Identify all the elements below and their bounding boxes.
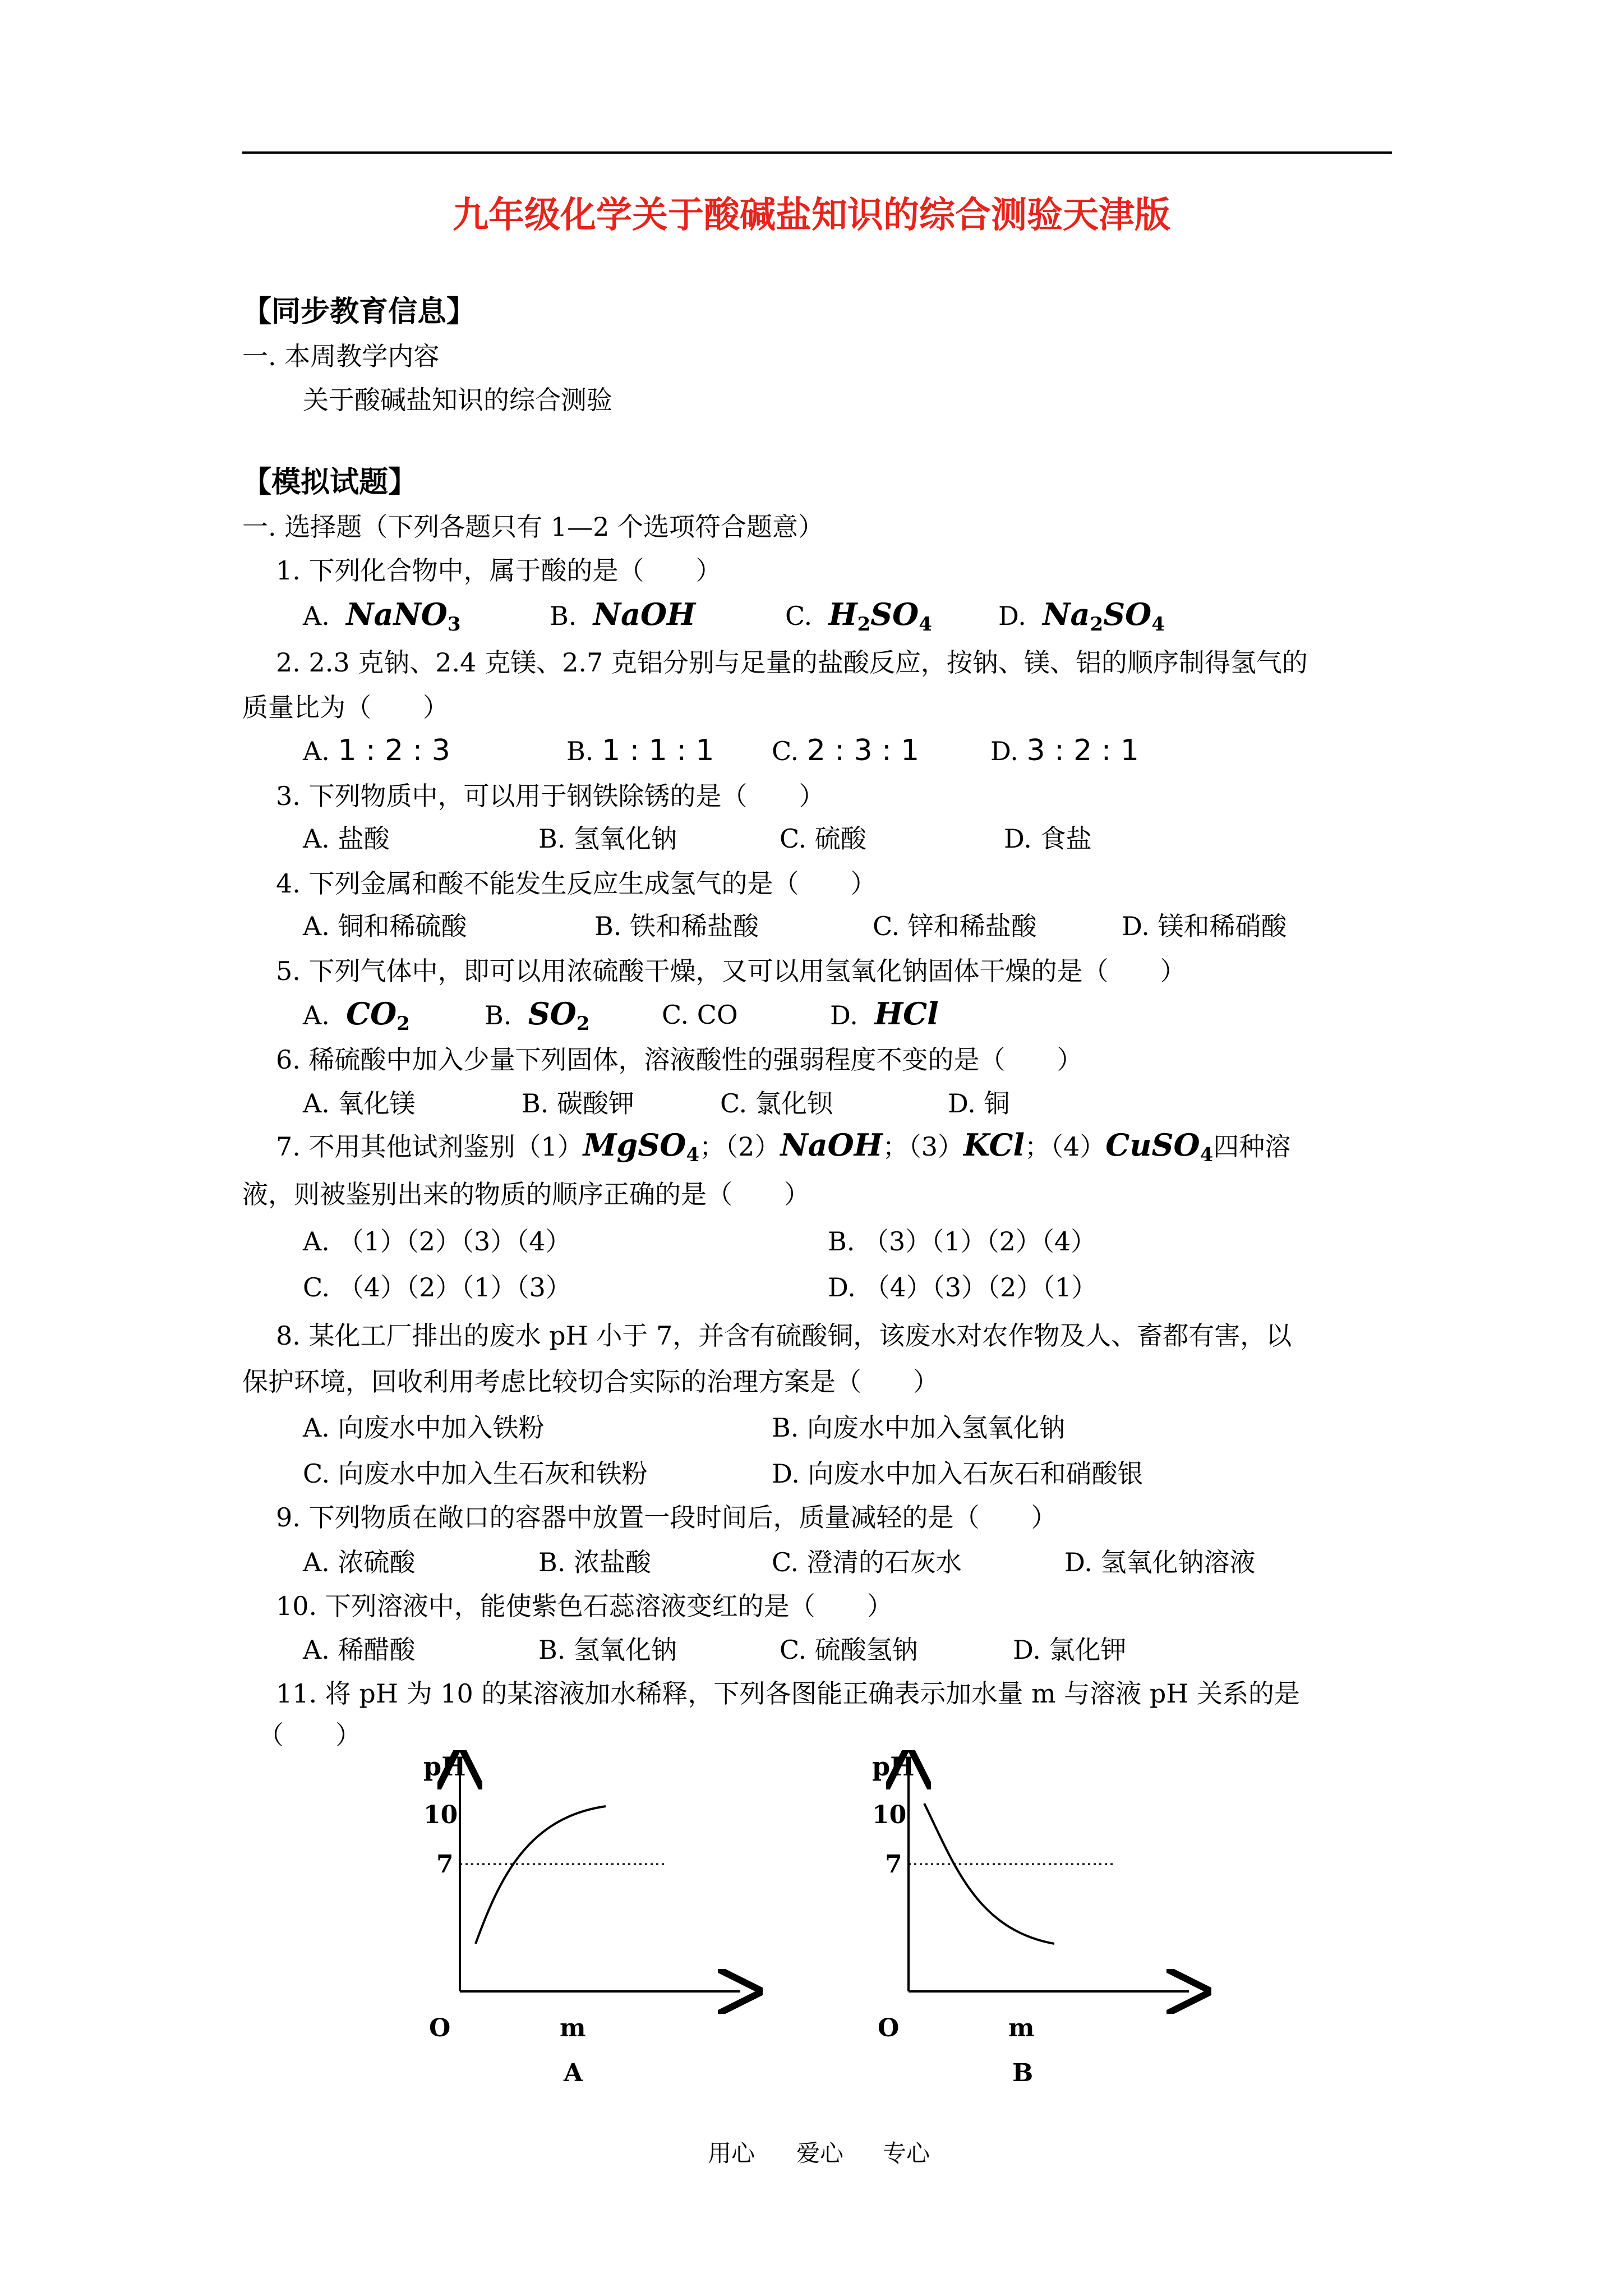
q6-option-c: C. 氯化钡 bbox=[720, 1088, 833, 1119]
formula-naoh: NaOH bbox=[593, 596, 696, 632]
q4-option-b: B. 铁和稀盐酸 bbox=[594, 911, 759, 941]
test-heading: 【模拟试题】 bbox=[242, 465, 418, 499]
q6-option-b: B. 碳酸钾 bbox=[522, 1088, 635, 1119]
formula-cuso4: CuSO$_4$ bbox=[1105, 1127, 1214, 1166]
header-rule bbox=[242, 151, 1392, 154]
q2-option-a: A. 1 : 2 : 3 bbox=[303, 734, 450, 767]
q4-option-a: A. 铜和稀硫酸 bbox=[303, 911, 467, 941]
page-title: 九年级化学关于酸碱盐知识的综合测验天津版 bbox=[453, 194, 1170, 236]
formula-h2so4: $H_2SO_4$ bbox=[828, 596, 932, 636]
q8-option-b: B. 向废水中加入氢氧化钠 bbox=[772, 1412, 1066, 1443]
q5-option-c: C. CO bbox=[662, 1000, 738, 1030]
q7-option-c: C. （4）（2）（1）（3） bbox=[303, 1272, 571, 1303]
q2-option-b: B. 1 : 1 : 1 bbox=[566, 734, 714, 767]
q1-option-d: D. $Na_2SO_4$ bbox=[998, 596, 1165, 636]
chart-b-ytick-10: 10 bbox=[872, 1801, 907, 1829]
chart-a-ylabel: pH bbox=[423, 1751, 466, 1782]
chart-b-xlabel: m bbox=[1008, 2014, 1035, 2042]
chart-b-curve bbox=[924, 1803, 1054, 1944]
q1-option-b: B. NaOH bbox=[550, 596, 696, 632]
formula-so2: $SO_2$ bbox=[528, 996, 590, 1035]
chart-a-label: A bbox=[564, 2059, 583, 2087]
q8-option-a: A. 向废水中加入铁粉 bbox=[303, 1412, 545, 1443]
footer-text-c: 专心 bbox=[883, 2139, 930, 2167]
chart-a bbox=[404, 1750, 763, 2098]
formula-nano3: NaNO$_3$ bbox=[346, 596, 461, 636]
q10-option-a: A. 稀醋酸 bbox=[303, 1635, 416, 1665]
q4-option-d: D. 镁和稀硝酸 bbox=[1122, 911, 1287, 941]
chart-b bbox=[852, 1750, 1211, 2098]
formula-hcl: HCl bbox=[874, 996, 939, 1032]
q4-stem: 4. 下列金属和酸不能发生反应生成氢气的是（ ） bbox=[276, 868, 877, 899]
q8-stem-line2: 保护环境，回收利用考虑比较切合实际的治理方案是（ ） bbox=[242, 1366, 939, 1397]
chart-a-origin: O bbox=[429, 2014, 451, 2042]
q3-option-b: B. 氢氧化钠 bbox=[538, 823, 677, 854]
q3-option-a: A. 盐酸 bbox=[303, 823, 390, 854]
q9-option-b: B. 浓盐酸 bbox=[538, 1547, 652, 1577]
chart-a-curve bbox=[476, 1806, 606, 1944]
q5-option-b: B. $SO_2$ bbox=[485, 996, 590, 1035]
chart-b-origin: O bbox=[878, 2014, 900, 2042]
q2-option-c: C. 2 : 3 : 1 bbox=[772, 734, 920, 767]
footer-text-a: 用心 bbox=[708, 2139, 755, 2167]
q5-stem: 5. 下列气体中，即可以用浓硫酸干燥，又可以用氢氧化钠固体干燥的是（ ） bbox=[276, 956, 1186, 986]
q6-option-d: D. 铜 bbox=[948, 1088, 1010, 1119]
q10-option-b: B. 氢氧化钠 bbox=[538, 1635, 677, 1665]
formula-kcl: KCl bbox=[963, 1127, 1025, 1163]
chart-a-xlabel: m bbox=[560, 2014, 586, 2042]
q7-option-b: B. （3）（1）（2）（4） bbox=[828, 1226, 1097, 1257]
q1-option-a: A. NaNO$_3$ bbox=[303, 596, 461, 636]
q1-stem: 1. 下列化合物中，属于酸的是（ ） bbox=[276, 555, 722, 586]
chart-a-ytick-10: 10 bbox=[423, 1801, 458, 1829]
q9-option-a: A. 浓硫酸 bbox=[303, 1547, 416, 1577]
q7-stem-line2: 液，则被鉴别出来的物质的顺序正确的是（ ） bbox=[242, 1179, 810, 1209]
q9-option-c: C. 澄清的石灰水 bbox=[772, 1547, 962, 1577]
q7-option-d: D. （4）（3）（2）（1） bbox=[828, 1272, 1098, 1303]
q3-option-c: C. 硫酸 bbox=[780, 823, 866, 854]
chart-b-ytick-7: 7 bbox=[885, 1850, 902, 1879]
content-text: 关于酸碱盐知识的综合测验 bbox=[303, 385, 612, 415]
q3-stem: 3. 下列物质中，可以用于钢铁除锈的是（ ） bbox=[276, 781, 825, 811]
q2-stem-line2: 质量比为（ ） bbox=[242, 692, 449, 723]
chart-a-ytick-7: 7 bbox=[436, 1850, 454, 1879]
q1-option-c: C. $H_2SO_4$ bbox=[785, 596, 932, 636]
q8-option-d: D. 向废水中加入石灰石和硝酸银 bbox=[772, 1458, 1144, 1489]
q5-option-d: D. HCl bbox=[830, 996, 939, 1032]
q6-stem: 6. 稀硫酸中加入少量下列固体，溶液酸性的强弱程度不变的是（ ） bbox=[276, 1045, 1083, 1075]
content-heading: 一. 本周教学内容 bbox=[242, 341, 440, 371]
q11-stem-line2: （ ） bbox=[258, 1720, 361, 1750]
formula-co2: $CO_2$ bbox=[346, 996, 410, 1035]
q7-stem-line1: 7. 不用其他试剂鉴别（1）MgSO$_4$；（2）NaOH；（3）KCl；（4）CuSO$_4$四种溶 bbox=[276, 1127, 1291, 1166]
q7-option-a: A. （1）（2）（3）（4） bbox=[303, 1226, 571, 1257]
formula-na2so4: $Na_2SO_4$ bbox=[1043, 596, 1165, 636]
chart-b-ylabel: pH bbox=[872, 1751, 915, 1782]
q9-stem: 9. 下列物质在敞口的容器中放置一段时间后，质量减轻的是（ ） bbox=[276, 1502, 1057, 1533]
q2-option-d: D. 3 : 2 : 1 bbox=[990, 734, 1139, 767]
q11-stem-line1: 11. 将 pH 为 10 的某溶液加水稀释，下列各图能正确表示加水量 m 与溶液 pH 关系的是 bbox=[276, 1678, 1301, 1709]
formula-naoh-q7: NaOH bbox=[780, 1127, 883, 1163]
choice-heading: 一. 选择题（下列各题只有 1—2 个选项符合题意） bbox=[242, 512, 824, 542]
q8-stem-line1: 8. 某化工厂排出的废水 pH 小于 7，并含有硫酸铜，该废水对农作物及人、畜都有害，以 bbox=[276, 1320, 1292, 1351]
q9-option-d: D. 氢氧化钠溶液 bbox=[1064, 1547, 1256, 1577]
q10-option-d: D. 氯化钾 bbox=[1013, 1635, 1127, 1665]
q2-stem-line1: 2. 2.3 克钠、2.4 克镁、2.7 克铝分别与足量的盐酸反应，按钠、镁、铝的顺序制得氢气的 bbox=[276, 647, 1308, 678]
footer-text-b: 爱心 bbox=[796, 2139, 844, 2167]
q10-stem: 10. 下列溶液中，能使紫色石蕊溶液变红的是（ ） bbox=[276, 1591, 893, 1621]
q8-option-c: C. 向废水中加入生石灰和铁粉 bbox=[303, 1458, 648, 1489]
q6-option-a: A. 氧化镁 bbox=[303, 1088, 416, 1119]
info-heading: 【同步教育信息】 bbox=[242, 295, 476, 329]
q4-option-c: C. 锌和稀盐酸 bbox=[873, 911, 1037, 941]
q10-option-c: C. 硫酸氢钠 bbox=[780, 1635, 918, 1665]
formula-mgso4: MgSO$_4$ bbox=[583, 1127, 700, 1166]
q5-option-a: A. $CO_2$ bbox=[303, 996, 410, 1035]
q3-option-d: D. 食盐 bbox=[1004, 823, 1092, 854]
chart-b-label: B bbox=[1012, 2059, 1034, 2087]
